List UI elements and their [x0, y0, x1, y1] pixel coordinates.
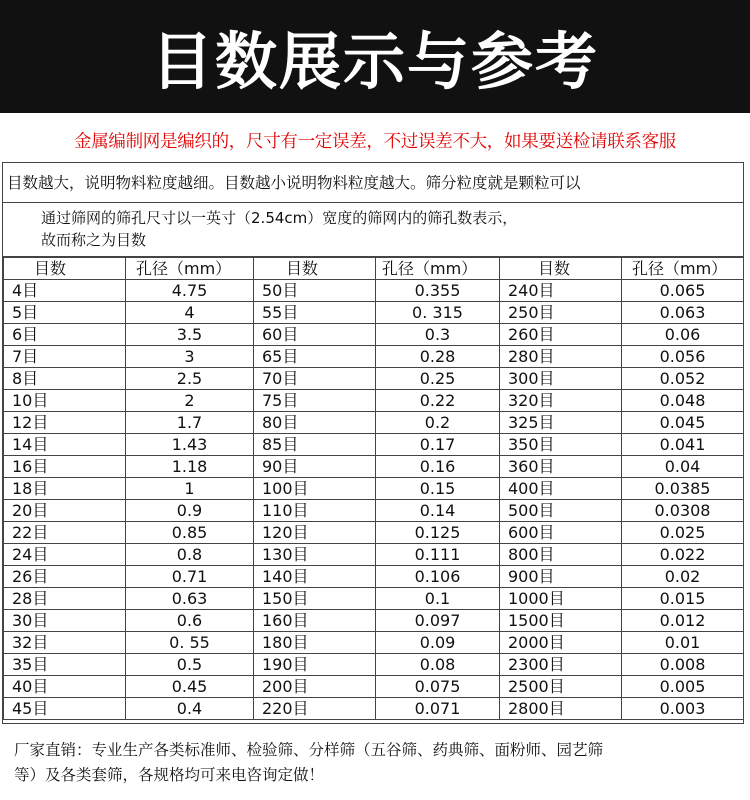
aperture-cell: 0.3 [376, 324, 500, 346]
aperture-cell: 0.8 [126, 544, 254, 566]
aperture-cell: 0.355 [376, 280, 500, 302]
table-header-row [4, 258, 744, 280]
mesh-count-cell: 600目 [500, 522, 622, 544]
table-row [4, 324, 744, 346]
aperture-cell: 0.065 [622, 280, 744, 302]
title-banner [0, 0, 750, 113]
aperture-cell: 0.09 [376, 632, 500, 654]
aperture-cell: 0.045 [622, 412, 744, 434]
mesh-count-cell: 90目 [254, 456, 376, 478]
mesh-count-cell: 12目 [4, 412, 126, 434]
description-line-1: 目数越大，说明物料粒度越细。目数越小说明物料粒度越大。筛分粒度就是颗粒可以 [3, 163, 743, 203]
table-row [4, 390, 744, 412]
notice-text: 金属编制网是编织的，尺寸有一定误差，不过误差不大，如果要送检请联系客服 [74, 132, 676, 152]
description-line-2: 通过筛网的筛孔尺寸以一英寸（2.54cm）宽度的筛网内的筛孔数表示， [41, 209, 518, 227]
mesh-count-cell: 6目 [4, 324, 126, 346]
table-row [4, 632, 744, 654]
mesh-count-cell: 190目 [254, 654, 376, 676]
aperture-cell: 2.5 [126, 368, 254, 390]
aperture-cell: 0.4 [126, 698, 254, 720]
mesh-count-cell: 28目 [4, 588, 126, 610]
mesh-count-cell: 1500目 [500, 610, 622, 632]
aperture-cell: 0.02 [622, 566, 744, 588]
aperture-cell: 0.08 [376, 654, 500, 676]
aperture-cell: 0. 315 [376, 302, 500, 324]
mesh-count-cell: 250目 [500, 302, 622, 324]
aperture-cell: 0. 55 [126, 632, 254, 654]
mesh-count-cell: 26目 [4, 566, 126, 588]
mesh-count-cell: 35目 [4, 654, 126, 676]
aperture-cell: 0.16 [376, 456, 500, 478]
mesh-count-cell: 400目 [500, 478, 622, 500]
mesh-count-cell: 150目 [254, 588, 376, 610]
aperture-cell: 0.04 [622, 456, 744, 478]
mesh-count-cell: 180目 [254, 632, 376, 654]
mesh-count-cell: 30目 [4, 610, 126, 632]
table-row [4, 456, 744, 478]
mesh-count-cell: 16目 [4, 456, 126, 478]
aperture-cell: 0.048 [622, 390, 744, 412]
mesh-reference-panel [2, 162, 744, 724]
page-title: 目数展示与参考 [150, 25, 599, 98]
mesh-count-cell: 75目 [254, 390, 376, 412]
header-aperture: 孔径（mm） [622, 258, 744, 280]
mesh-count-cell: 260目 [500, 324, 622, 346]
aperture-cell: 0.1 [376, 588, 500, 610]
aperture-cell: 1.18 [126, 456, 254, 478]
mesh-count-cell: 120目 [254, 522, 376, 544]
mesh-count-cell: 110目 [254, 500, 376, 522]
description-block [3, 203, 743, 257]
aperture-cell: 0.28 [376, 346, 500, 368]
aperture-cell: 0.075 [376, 676, 500, 698]
aperture-cell: 0.025 [622, 522, 744, 544]
mesh-count-cell: 280目 [500, 346, 622, 368]
aperture-cell: 0.85 [126, 522, 254, 544]
mesh-table [3, 257, 744, 720]
mesh-count-cell: 2000目 [500, 632, 622, 654]
table-row [4, 654, 744, 676]
table-row [4, 478, 744, 500]
mesh-count-cell: 500目 [500, 500, 622, 522]
mesh-count-cell: 60目 [254, 324, 376, 346]
table-row [4, 500, 744, 522]
table-row [4, 676, 744, 698]
aperture-cell: 0.063 [622, 302, 744, 324]
mesh-count-cell: 4目 [4, 280, 126, 302]
aperture-cell: 2 [126, 390, 254, 412]
header-aperture: 孔径（mm） [126, 258, 254, 280]
table-row [4, 412, 744, 434]
aperture-cell: 0.022 [622, 544, 744, 566]
mesh-count-cell: 85目 [254, 434, 376, 456]
aperture-cell: 0.052 [622, 368, 744, 390]
footer-line-2: 等）及各类套筛，各规格均可来电咨询定做！ [14, 766, 325, 784]
table-row [4, 566, 744, 588]
aperture-cell: 0.17 [376, 434, 500, 456]
table-row [4, 434, 744, 456]
mesh-count-cell: 24目 [4, 544, 126, 566]
table-row [4, 302, 744, 324]
mesh-count-cell: 2500目 [500, 676, 622, 698]
footer-line-1: 厂家直销：专业生产各类标准师、检验筛、分样筛（五谷筛、药典筛、面粉师、园艺筛 [14, 741, 604, 759]
aperture-cell: 0.06 [622, 324, 744, 346]
aperture-cell: 0.071 [376, 698, 500, 720]
mesh-count-cell: 70目 [254, 368, 376, 390]
mesh-count-cell: 32目 [4, 632, 126, 654]
mesh-count-cell: 325目 [500, 412, 622, 434]
mesh-count-cell: 100目 [254, 478, 376, 500]
table-row [4, 610, 744, 632]
aperture-cell: 0.63 [126, 588, 254, 610]
description-line-3: 故而称之为目数 [41, 231, 147, 249]
mesh-count-cell: 2300目 [500, 654, 622, 676]
mesh-count-cell: 800目 [500, 544, 622, 566]
mesh-count-cell: 80目 [254, 412, 376, 434]
aperture-cell: 0.012 [622, 610, 744, 632]
aperture-cell: 0.041 [622, 434, 744, 456]
aperture-cell: 0.45 [126, 676, 254, 698]
mesh-count-cell: 130目 [254, 544, 376, 566]
mesh-count-cell: 200目 [254, 676, 376, 698]
mesh-count-cell: 1000目 [500, 588, 622, 610]
mesh-count-cell: 8目 [4, 368, 126, 390]
aperture-cell: 0.5 [126, 654, 254, 676]
header-aperture: 孔径（mm） [376, 258, 500, 280]
table-row [4, 544, 744, 566]
mesh-count-cell: 22目 [4, 522, 126, 544]
aperture-cell: 0.0385 [622, 478, 744, 500]
aperture-cell: 3.5 [126, 324, 254, 346]
aperture-cell: 0.0308 [622, 500, 744, 522]
footer-note [14, 738, 742, 788]
aperture-cell: 0.005 [622, 676, 744, 698]
table-row [4, 698, 744, 720]
aperture-cell: 0.2 [376, 412, 500, 434]
mesh-count-cell: 300目 [500, 368, 622, 390]
header-mesh: 目数 [4, 258, 126, 280]
mesh-count-cell: 220目 [254, 698, 376, 720]
mesh-count-cell: 14目 [4, 434, 126, 456]
aperture-cell: 0.097 [376, 610, 500, 632]
table-row [4, 280, 744, 302]
mesh-count-cell: 20目 [4, 500, 126, 522]
aperture-cell: 0.111 [376, 544, 500, 566]
aperture-cell: 1.7 [126, 412, 254, 434]
mesh-count-cell: 160目 [254, 610, 376, 632]
mesh-count-cell: 18目 [4, 478, 126, 500]
aperture-cell: 0.003 [622, 698, 744, 720]
mesh-count-cell: 900目 [500, 566, 622, 588]
mesh-count-cell: 140目 [254, 566, 376, 588]
mesh-count-cell: 2800目 [500, 698, 622, 720]
mesh-count-cell: 7目 [4, 346, 126, 368]
aperture-cell: 1.43 [126, 434, 254, 456]
aperture-cell: 1 [126, 478, 254, 500]
mesh-count-cell: 240目 [500, 280, 622, 302]
aperture-cell: 0.015 [622, 588, 744, 610]
aperture-cell: 0.22 [376, 390, 500, 412]
aperture-cell: 0.125 [376, 522, 500, 544]
table-row [4, 368, 744, 390]
aperture-cell: 0.25 [376, 368, 500, 390]
aperture-cell: 0.71 [126, 566, 254, 588]
table-row [4, 346, 744, 368]
mesh-count-cell: 350目 [500, 434, 622, 456]
mesh-count-cell: 50目 [254, 280, 376, 302]
header-mesh: 目数 [254, 258, 376, 280]
mesh-count-cell: 55目 [254, 302, 376, 324]
mesh-count-cell: 10目 [4, 390, 126, 412]
aperture-cell: 0.056 [622, 346, 744, 368]
mesh-count-cell: 65目 [254, 346, 376, 368]
mesh-count-cell: 40目 [4, 676, 126, 698]
aperture-cell: 0.106 [376, 566, 500, 588]
aperture-cell: 0.01 [622, 632, 744, 654]
table-row [4, 588, 744, 610]
mesh-count-cell: 360目 [500, 456, 622, 478]
mesh-count-cell: 320目 [500, 390, 622, 412]
aperture-cell: 4 [126, 302, 254, 324]
aperture-cell: 0.9 [126, 500, 254, 522]
mesh-count-cell: 5目 [4, 302, 126, 324]
aperture-cell: 4.75 [126, 280, 254, 302]
mesh-count-cell: 45目 [4, 698, 126, 720]
aperture-cell: 0.14 [376, 500, 500, 522]
aperture-cell: 0.008 [622, 654, 744, 676]
header-mesh: 目数 [500, 258, 622, 280]
table-row [4, 522, 744, 544]
aperture-cell: 0.6 [126, 610, 254, 632]
aperture-cell: 0.15 [376, 478, 500, 500]
aperture-cell: 3 [126, 346, 254, 368]
